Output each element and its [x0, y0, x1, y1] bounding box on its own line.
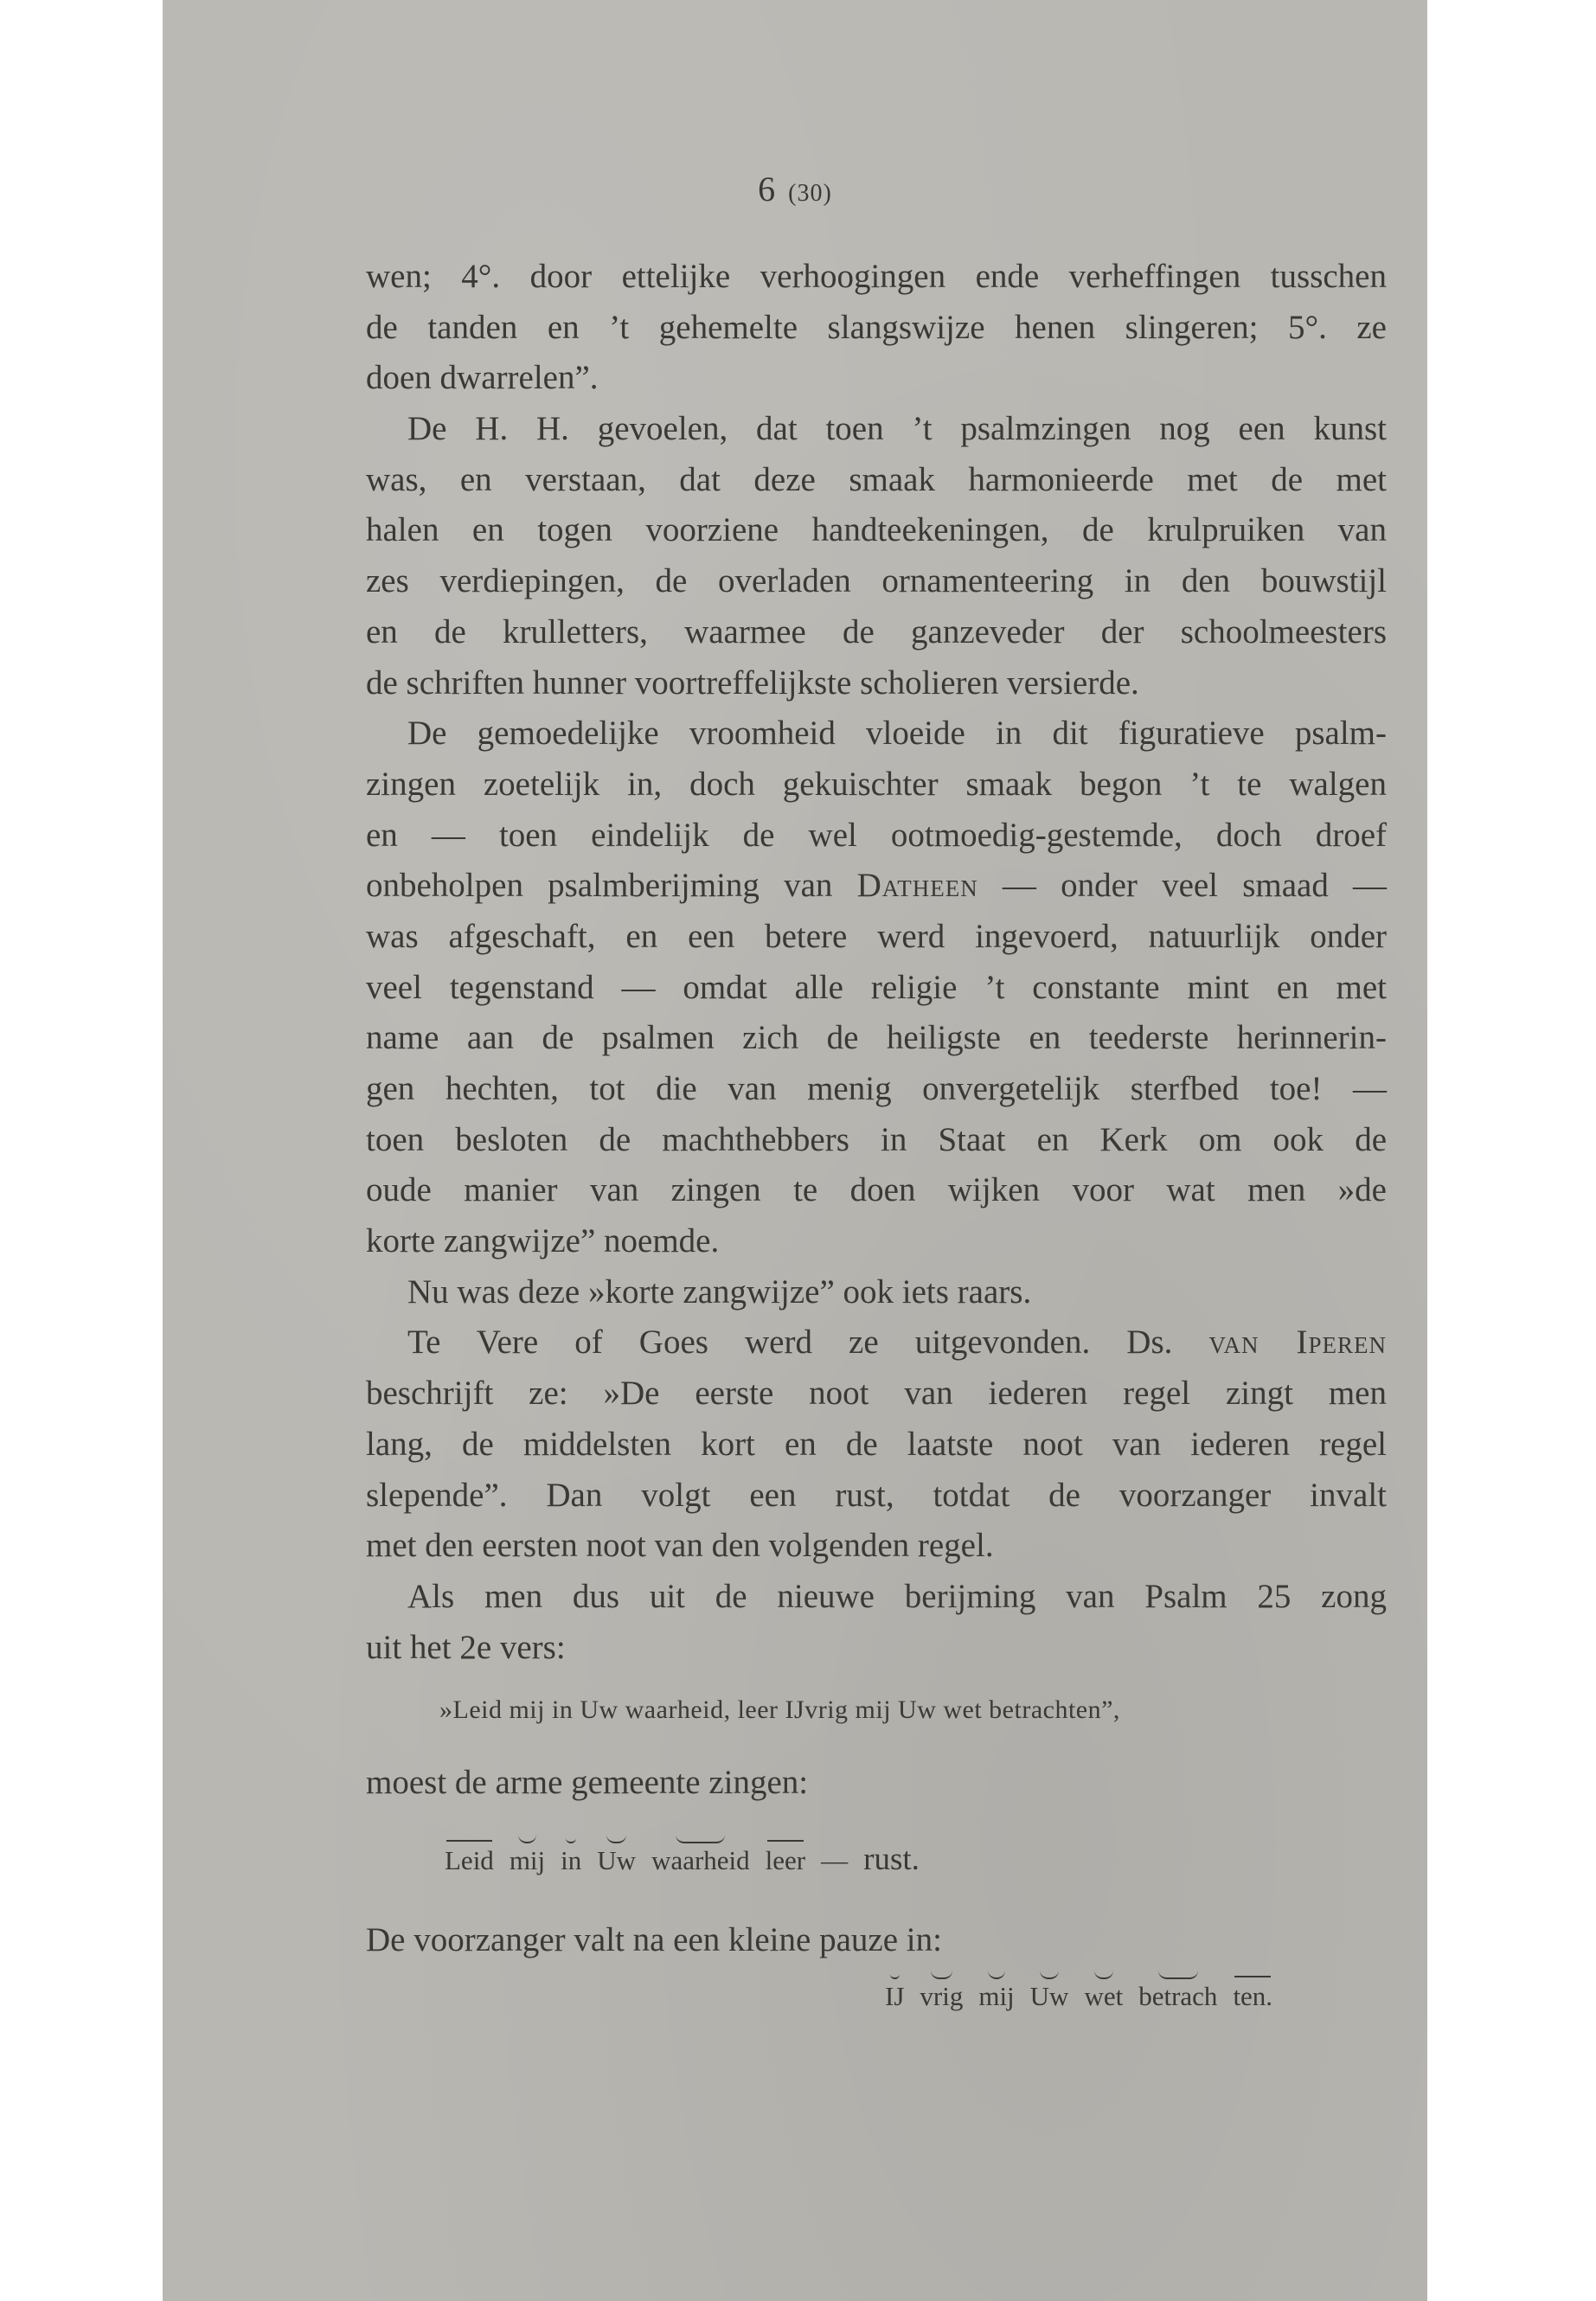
- text-fragment: onbeholpen psalmberijming van: [366, 867, 833, 905]
- page-number: 6: [758, 170, 777, 208]
- text-line: zingen zoetelijk in, doch gekuischter smaak begon ’t te walgen: [366, 765, 1387, 803]
- text-line: doen dwarrelen”.: [366, 359, 599, 397]
- author-name-datheen: Datheen: [856, 867, 978, 905]
- text-line: halen en togen voorziene handteekeningen, de krulpruiken van: [366, 511, 1387, 549]
- syllable-short: mij: [509, 1845, 546, 1875]
- text-line: De gemoedelijke vroomheid vloeide in dit figuratieve psalm-: [407, 715, 1387, 753]
- text-line: was afgeschaft, en een betere werd ingevoerd, natuurlijk onder: [366, 917, 1387, 955]
- text-line: uit het 2e vers:: [366, 1628, 566, 1666]
- text-fragment: Te Vere of Goes werd ze uitgevonden. Ds.: [407, 1324, 1173, 1362]
- syllable-short: IJ: [885, 1981, 905, 2011]
- text-line: toen besloten de machthebbers in Staat en Kerk om ook de: [366, 1120, 1387, 1158]
- text-line: de schriften hunner voortreffelijkste scholieren versierde.: [366, 663, 1139, 702]
- text-line: zes verdiepingen, de overladen ornamenteering in den bouwstijl: [366, 562, 1387, 600]
- psalm-quote: »Leid mij in Uw waarheid, leer IJvrig mij Uw wet betrachten”,: [439, 1695, 1120, 1724]
- text-line: moest de arme gemeente zingen:: [366, 1764, 809, 1801]
- text-line: lang, de middelsten kort en de laatste noot van iederen regel: [366, 1425, 1387, 1463]
- scanned-page: [163, 0, 1427, 2301]
- text-line: name aan de psalmen zich de heiligste en teederste herinnerin-: [366, 1019, 1387, 1057]
- text-line: De H. H. gevoelen, dat toen ’t psalmzingen nog een kunst: [407, 410, 1387, 448]
- text-line: korte zangwijze” noemde.: [366, 1222, 720, 1260]
- text-line: [366, 1317, 1387, 1368]
- rest-dash: —: [821, 1845, 849, 1875]
- text-line: beschrijft ze: »De eerste noot van iederen regel zingt men: [366, 1375, 1387, 1413]
- syllable-short: wet: [1084, 1981, 1124, 2011]
- syllable-short: mij: [978, 1981, 1015, 2011]
- text-line: gen hechten, tot die van menig onvergetelijk sterfbed toe! —: [366, 1070, 1387, 1107]
- text-line: wen; 4°. door ettelijke verhoogingen ende verheffingen tusschen: [366, 258, 1387, 295]
- syllable-long: Leid: [445, 1845, 494, 1875]
- syllable-short: in: [561, 1845, 582, 1875]
- syllable-short: betrach: [1138, 1981, 1218, 2011]
- page-sub-number: (30): [788, 180, 832, 207]
- text-line: De voorzanger valt na een kleine pauze in:: [366, 1921, 942, 1958]
- text-line: slepende”. Dan volgt een rust, totdat de voorzanger invalt: [366, 1476, 1387, 1514]
- rhythm-notation-2: [885, 1981, 1288, 2012]
- text-line: en — toen eindelijk de wel ootmoedig-gestemde, doch droef: [366, 816, 1387, 854]
- syllable-short: vrig: [920, 1981, 964, 2011]
- text-line: Nu was deze »korte zangwijze” ook iets raars.: [407, 1272, 1032, 1311]
- syllable-short: Uw: [597, 1845, 637, 1875]
- text-line: [366, 861, 1387, 912]
- text-line: met den eersten noot van den volgenden regel.: [366, 1527, 994, 1565]
- syllable-short: waarheid: [651, 1845, 750, 1875]
- text-line: was, en verstaan, dat deze smaak harmonieerde met de met: [366, 460, 1387, 498]
- page-header: [163, 169, 1427, 209]
- text-line: veel tegenstand — omdat alle religie ’t constante mint en met: [366, 968, 1387, 1006]
- body-text: [366, 252, 1387, 1673]
- text-line: de tanden en ’t gehemelte slangswijze henen slingeren; 5°. ze: [366, 308, 1387, 346]
- syllable-long: ten.: [1233, 1981, 1273, 2011]
- rhythm-notation-1: [445, 1841, 935, 1878]
- text-line: oude manier van zingen te doen wijken voor wat men »de: [366, 1171, 1387, 1209]
- text-fragment: — onder veel smaad —: [1002, 867, 1387, 905]
- syllable-long: leer: [765, 1845, 806, 1875]
- author-name-van-iperen: van Iperen: [1208, 1324, 1388, 1362]
- text-line: en de krulletters, waarmee de ganzeveder der schoolmeesters: [366, 612, 1387, 651]
- rest-label: rust.: [863, 1842, 920, 1877]
- text-line: Als men dus uit de nieuwe berijming van Psalm 25 zong: [407, 1577, 1387, 1615]
- syllable-short: Uw: [1029, 1981, 1069, 2011]
